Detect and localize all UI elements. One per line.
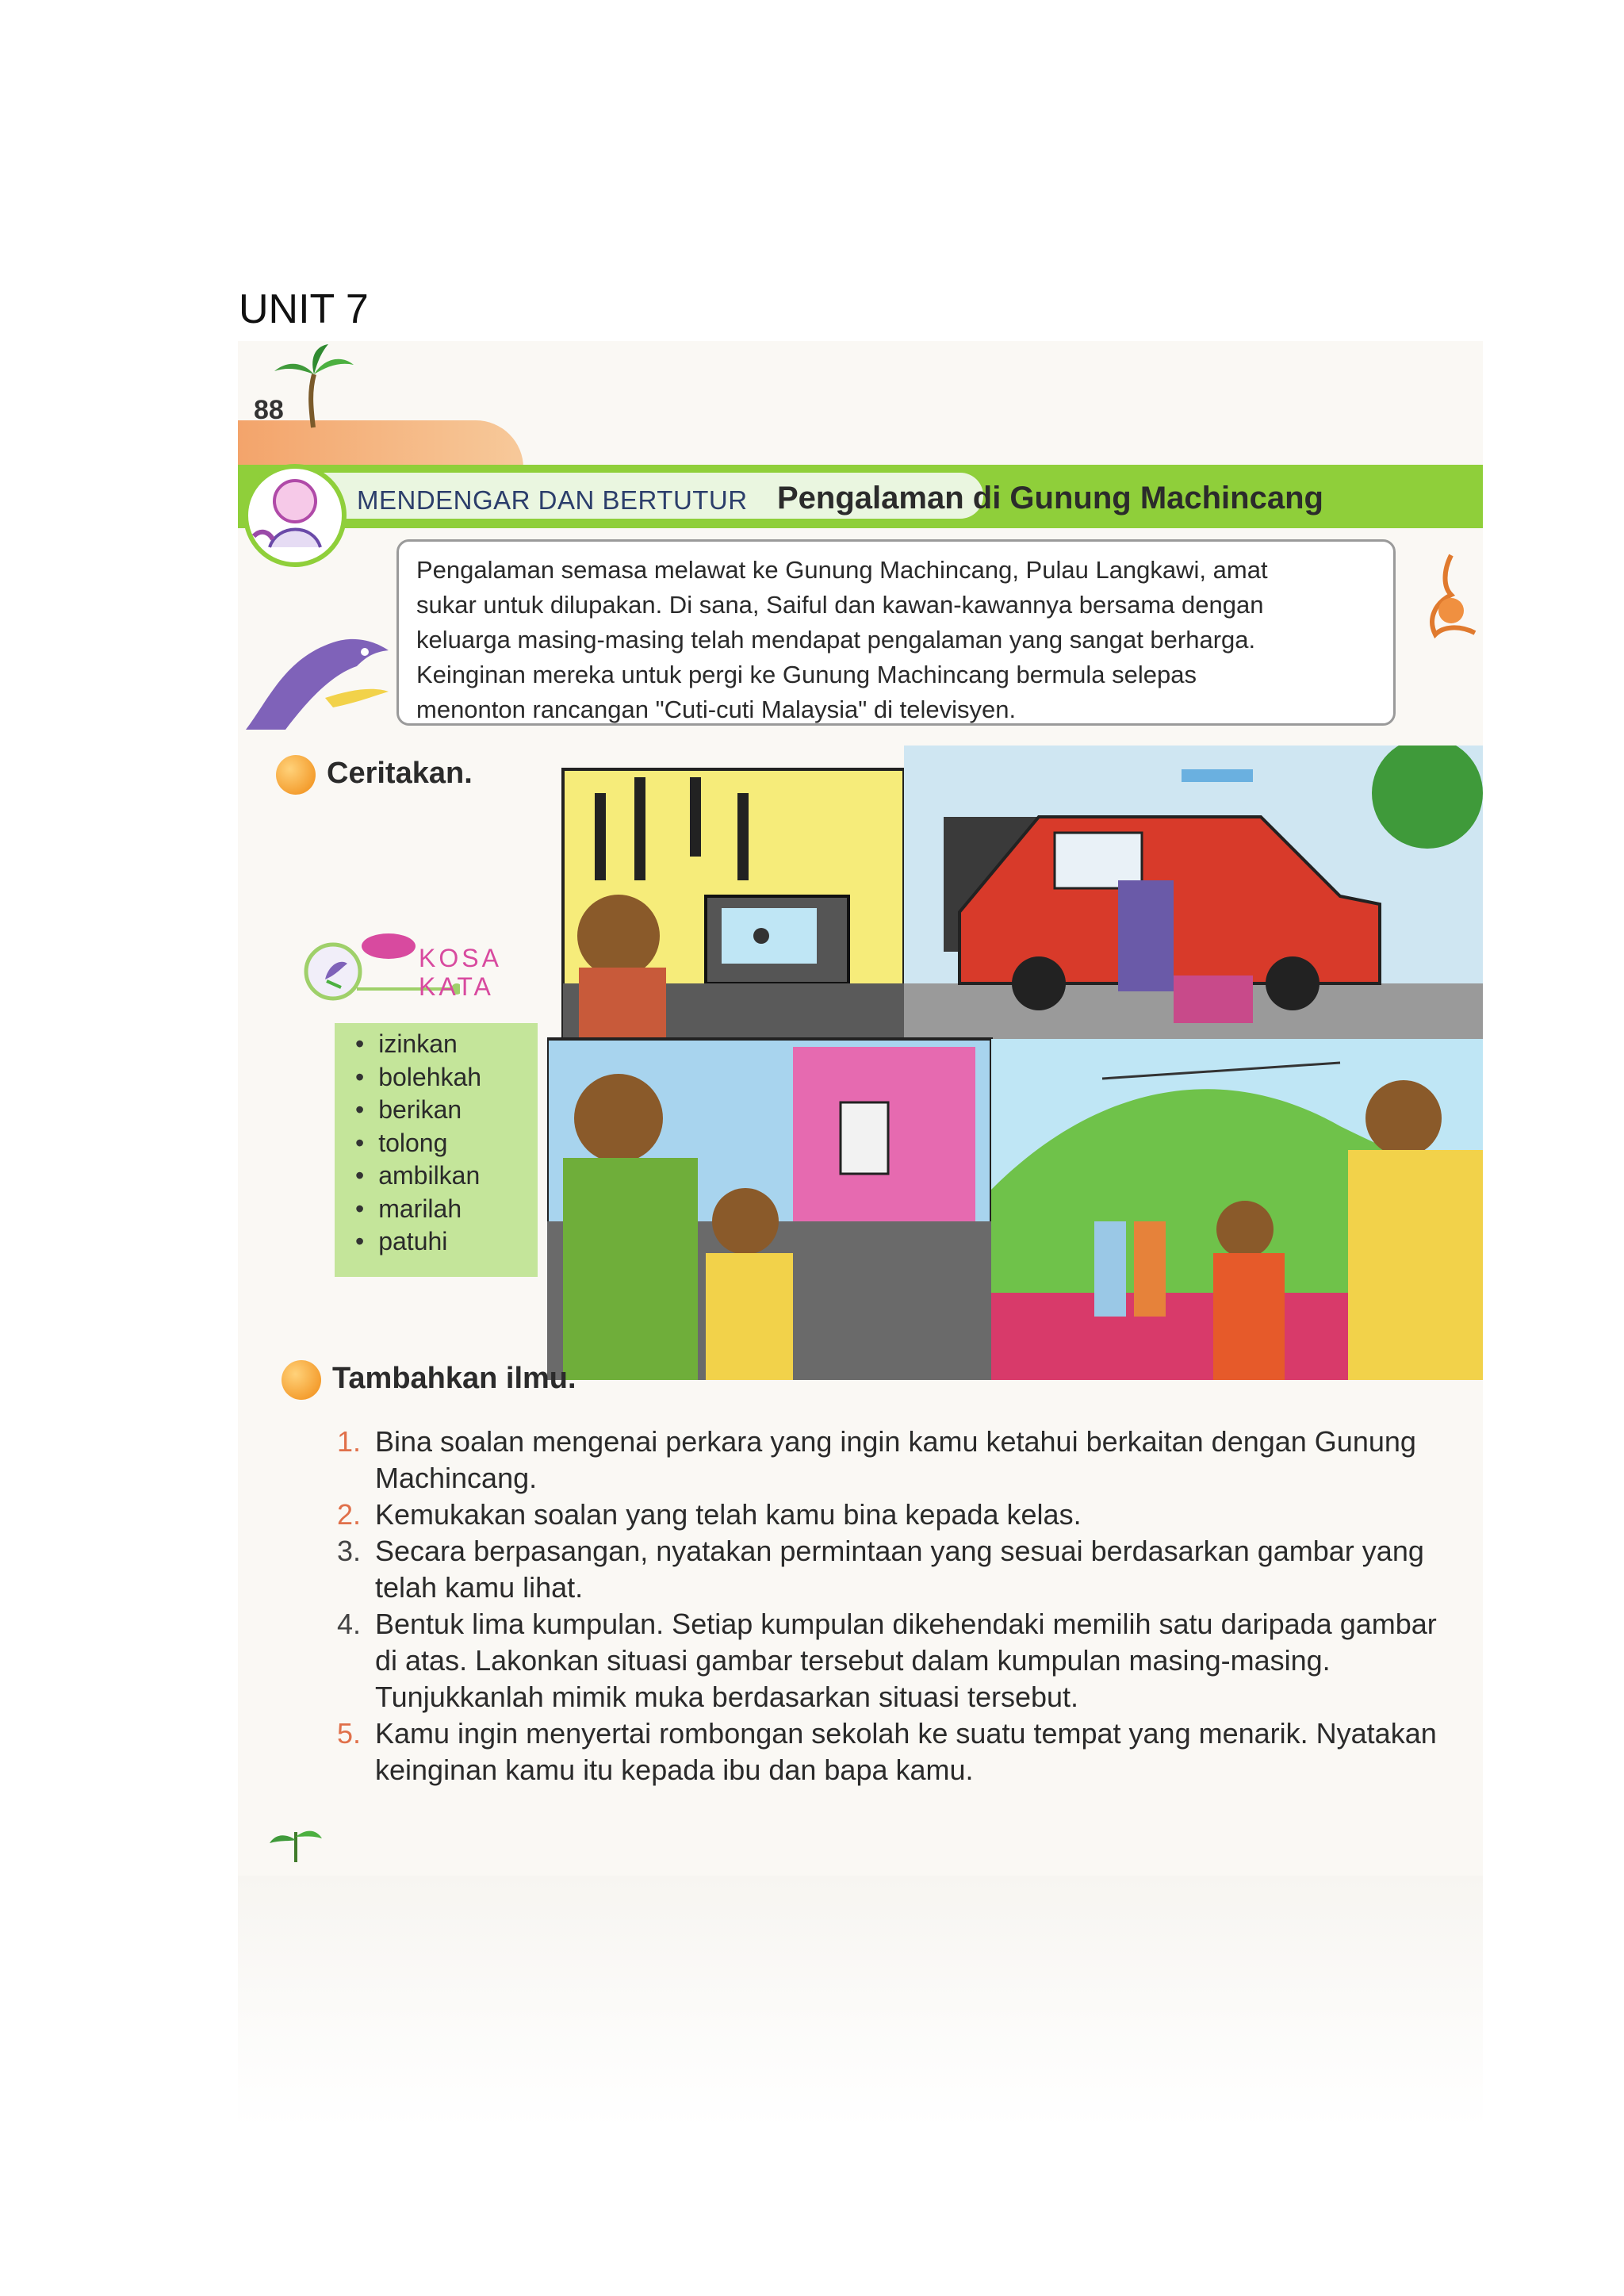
task-number: 5. [337,1717,362,1750]
mascot-icon [238,460,357,571]
task-text: Secara berpasangan, nyatakan permintaan yang sesuai berdasarkan gambar yang telah kamu lihat. [375,1535,1424,1604]
story-illustration [547,746,1483,1380]
orange-bullet-icon [282,1360,321,1400]
vocab-item: • izinkan [335,1028,538,1061]
textbook-page [238,341,1483,1876]
task-number: 3. [337,1535,362,1567]
task-text: Bentuk lima kumpulan. Setiap kumpulan dikehendaki memilih satu daripada gambar di atas. Lakonkan situasi gambar tersebut dalam kumpulan masing-masing. Tunjukkanlah mimik muka berdasarkan situasi tersebut. [375,1608,1437,1713]
kosa-kata-list [335,1023,538,1277]
dolphin-icon [238,603,396,738]
page-number: 88 [254,395,284,425]
ceritakan-label: Ceritakan. [327,757,473,791]
task-item [337,1715,1439,1788]
ceritakan-heading [276,755,473,795]
vocab-item: • bolehkah [335,1061,538,1094]
tambahkan-heading [282,1360,576,1400]
task-item [337,1497,1439,1533]
intro-line: menonton rancangan "Cuti-cuti Malaysia" di televisyen. [416,696,1017,723]
intro-textbox [396,539,1396,726]
task-number: 4. [337,1608,362,1640]
section-title: MENDENGAR DAN BERTUTUR [357,485,748,515]
task-text: Kamu ingin menyertai rombongan sekolah ke suatu tempat yang menarik. Nyatakan keinginan kamu itu kepada ibu dan bapa kamu. [375,1717,1437,1786]
plant-icon [268,1816,324,1864]
orange-bullet-icon [276,755,316,795]
task-number: 1. [337,1425,362,1458]
intro-line: Keinginan mereka untuk pergi ke Gunung Machincang bermula selepas [416,661,1197,688]
vocab-item: • patuhi [335,1225,538,1259]
task-list [337,1424,1439,1788]
vocab-item: • marilah [335,1193,538,1226]
kosa-title-line2: KATA [419,972,494,1001]
panel-mountain [991,1039,1483,1380]
panel-car [904,746,1483,1039]
task-text: Bina soalan mengenai perkara yang ingin kamu ketahui berkaitan dengan Gunung Machincang. [375,1425,1416,1494]
task-number: 2. [337,1498,362,1531]
tambahkan-label: Tambahkan ilmu. [332,1362,576,1396]
vocab-item: • tolong [335,1127,538,1160]
intro-line: keluarga masing-masing telah mendapat pengalaman yang sangat berharga. [416,626,1256,654]
vocab-item: • berikan [335,1094,538,1127]
kosa-title-line1: KOSA [419,944,502,972]
panel-watching-tv [563,769,904,1039]
task-item [337,1533,1439,1606]
task-item [337,1606,1439,1715]
crab-icon [1419,547,1483,650]
lesson-title: Pengalaman di Gunung Machincang [777,481,1323,516]
panel-ticket-counter [547,1039,991,1380]
kosa-kata-title [419,944,502,1001]
unit-label: UNIT 7 [239,286,369,332]
intro-line: sukar untuk dilupakan. Di sana, Saiful dan kawan-kawannya bersama dengan [416,591,1264,619]
vocab-item: • ambilkan [335,1159,538,1193]
task-item [337,1424,1439,1497]
task-text: Kemukakan soalan yang telah kamu bina kepada kelas. [375,1498,1082,1531]
page-bottom-fade [238,1876,1483,2296]
intro-line: Pengalaman semasa melawat ke Gunung Machincang, Pulau Langkawi, amat [416,556,1268,584]
